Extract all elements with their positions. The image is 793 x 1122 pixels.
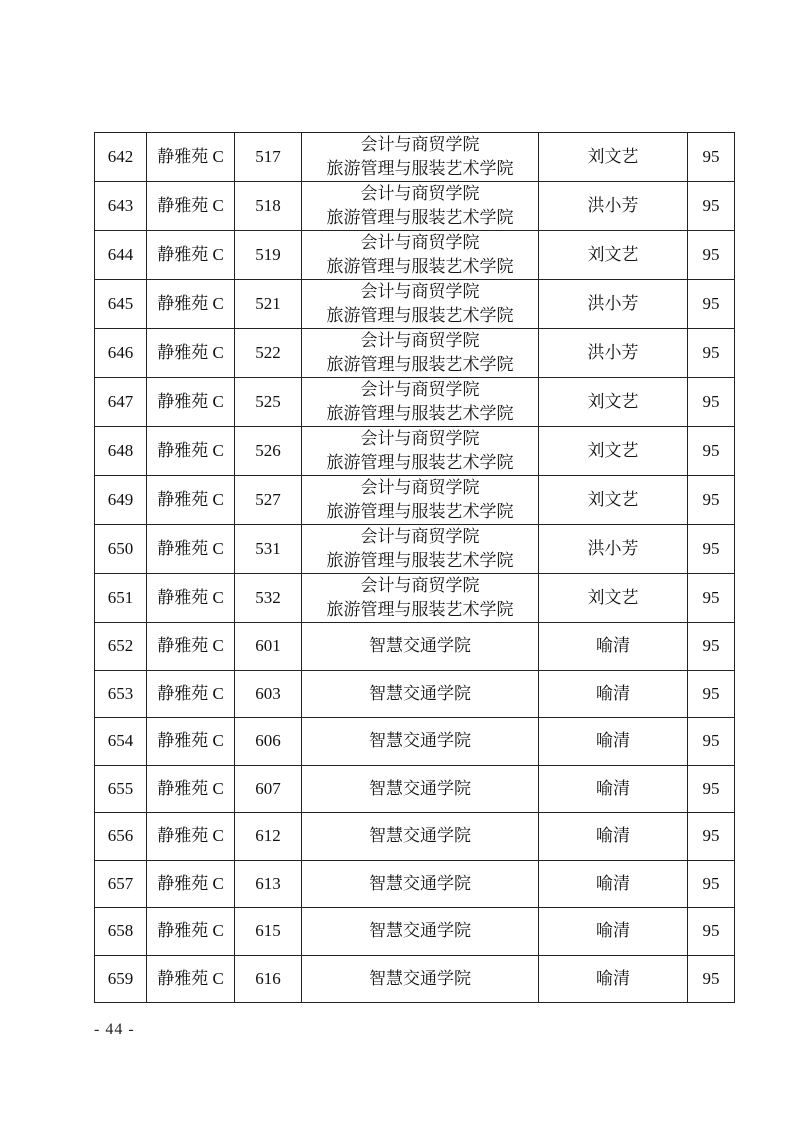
table-row (95, 182, 735, 231)
college-cell (302, 860, 539, 908)
college-cell (302, 182, 539, 231)
inspector-cell: 洪小芳 (539, 280, 688, 329)
building-cell: 静雅苑 C (147, 955, 235, 1003)
row-number-cell: 647 (95, 378, 147, 427)
room-number-cell: 531 (235, 525, 302, 574)
building-cell: 静雅苑 C (147, 574, 235, 623)
building-cell: 静雅苑 C (147, 718, 235, 766)
table-row (95, 574, 735, 623)
table-row (95, 860, 735, 908)
building-cell: 静雅苑 C (147, 427, 235, 476)
table-row (95, 813, 735, 861)
building-cell: 静雅苑 C (147, 133, 235, 182)
college-name: 会计与商贸学院 (360, 233, 480, 252)
score-cell: 95 (688, 133, 735, 182)
table-row (95, 525, 735, 574)
score-cell: 95 (688, 955, 735, 1003)
college-cell (302, 427, 539, 476)
college-cell (302, 476, 539, 525)
college-name: 智慧交通学院 (369, 778, 471, 798)
college-name: 智慧交通学院 (369, 636, 471, 656)
table-row (95, 133, 735, 182)
row-number-cell: 652 (95, 623, 147, 671)
college-cell (302, 718, 539, 766)
row-number-cell: 655 (95, 765, 147, 813)
college-cell (302, 955, 539, 1003)
college-name: 会计与商贸学院 (360, 184, 480, 203)
inspector-cell: 喻清 (539, 623, 688, 671)
inspector-cell: 喻清 (539, 765, 688, 813)
room-number-cell: 603 (235, 670, 302, 718)
college-name: 旅游管理与服装艺术学院 (326, 257, 514, 276)
room-number-cell: 606 (235, 718, 302, 766)
row-number-cell: 649 (95, 476, 147, 525)
college-name: 旅游管理与服装艺术学院 (326, 453, 514, 472)
building-cell: 静雅苑 C (147, 280, 235, 329)
score-cell: 95 (688, 670, 735, 718)
score-cell: 95 (688, 525, 735, 574)
table-row (95, 765, 735, 813)
inspector-cell: 喻清 (539, 908, 688, 956)
row-number-cell: 659 (95, 955, 147, 1003)
building-cell: 静雅苑 C (147, 231, 235, 280)
room-number-cell: 601 (235, 623, 302, 671)
college-name: 会计与商贸学院 (360, 478, 480, 497)
row-number-cell: 654 (95, 718, 147, 766)
score-cell: 95 (688, 378, 735, 427)
college-name: 智慧交通学院 (369, 826, 471, 846)
college-cell (302, 280, 539, 329)
building-cell: 静雅苑 C (147, 329, 235, 378)
room-number-cell: 525 (235, 378, 302, 427)
college-name: 会计与商贸学院 (360, 331, 480, 350)
table-row (95, 280, 735, 329)
room-number-cell: 616 (235, 955, 302, 1003)
college-name: 旅游管理与服装艺术学院 (326, 159, 514, 178)
college-name: 旅游管理与服装艺术学院 (326, 551, 514, 570)
college-name: 会计与商贸学院 (360, 576, 480, 595)
score-cell: 95 (688, 813, 735, 861)
row-number-cell: 657 (95, 860, 147, 908)
room-number-cell: 527 (235, 476, 302, 525)
room-number-cell: 521 (235, 280, 302, 329)
room-number-cell: 607 (235, 765, 302, 813)
room-number-cell: 526 (235, 427, 302, 476)
inspector-cell: 刘文艺 (539, 133, 688, 182)
row-number-cell: 651 (95, 574, 147, 623)
score-cell: 95 (688, 908, 735, 956)
table-row (95, 955, 735, 1003)
table-row (95, 427, 735, 476)
college-cell (302, 231, 539, 280)
table-row (95, 329, 735, 378)
room-number-cell: 532 (235, 574, 302, 623)
building-cell: 静雅苑 C (147, 908, 235, 956)
page-number: - 44 - (94, 1021, 135, 1038)
score-cell: 95 (688, 765, 735, 813)
college-name: 智慧交通学院 (369, 873, 471, 893)
college-cell (302, 329, 539, 378)
building-cell: 静雅苑 C (147, 860, 235, 908)
room-number-cell: 522 (235, 329, 302, 378)
table-row (95, 623, 735, 671)
college-name: 旅游管理与服装艺术学院 (326, 502, 514, 521)
college-name: 会计与商贸学院 (360, 429, 480, 448)
college-name: 会计与商贸学院 (360, 380, 480, 399)
row-number-cell: 650 (95, 525, 147, 574)
score-cell: 95 (688, 427, 735, 476)
score-cell: 95 (688, 280, 735, 329)
inspector-cell: 喻清 (539, 718, 688, 766)
college-name: 智慧交通学院 (369, 968, 471, 988)
score-cell: 95 (688, 182, 735, 231)
building-cell: 静雅苑 C (147, 476, 235, 525)
college-name: 会计与商贸学院 (360, 282, 480, 301)
table-row (95, 231, 735, 280)
college-name: 智慧交通学院 (369, 921, 471, 941)
college-name: 旅游管理与服装艺术学院 (326, 600, 514, 619)
score-cell: 95 (688, 860, 735, 908)
college-name: 旅游管理与服装艺术学院 (326, 208, 514, 227)
score-cell: 95 (688, 329, 735, 378)
row-number-cell: 644 (95, 231, 147, 280)
room-number-cell: 517 (235, 133, 302, 182)
score-cell: 95 (688, 718, 735, 766)
room-number-cell: 519 (235, 231, 302, 280)
college-name: 会计与商贸学院 (360, 135, 480, 154)
college-cell (302, 525, 539, 574)
inspector-cell: 洪小芳 (539, 525, 688, 574)
room-number-cell: 612 (235, 813, 302, 861)
inspector-cell: 刘文艺 (539, 231, 688, 280)
college-cell (302, 574, 539, 623)
inspector-cell: 喻清 (539, 955, 688, 1003)
building-cell: 静雅苑 C (147, 670, 235, 718)
college-name: 智慧交通学院 (369, 683, 471, 703)
row-number-cell: 658 (95, 908, 147, 956)
college-cell (302, 670, 539, 718)
building-cell: 静雅苑 C (147, 525, 235, 574)
college-cell (302, 813, 539, 861)
room-number-cell: 613 (235, 860, 302, 908)
row-number-cell: 653 (95, 670, 147, 718)
row-number-cell: 646 (95, 329, 147, 378)
inspector-cell: 刘文艺 (539, 378, 688, 427)
room-number-cell: 615 (235, 908, 302, 956)
college-cell (302, 765, 539, 813)
room-number-cell: 518 (235, 182, 302, 231)
building-cell: 静雅苑 C (147, 765, 235, 813)
dormitory-inspection-table (94, 132, 735, 1003)
building-cell: 静雅苑 C (147, 182, 235, 231)
score-cell: 95 (688, 623, 735, 671)
college-name: 智慧交通学院 (369, 731, 471, 751)
inspector-cell: 喻清 (539, 860, 688, 908)
college-cell (302, 133, 539, 182)
table-body (95, 133, 735, 1003)
row-number-cell: 645 (95, 280, 147, 329)
table-row (95, 378, 735, 427)
table-row (95, 908, 735, 956)
inspector-cell: 喻清 (539, 813, 688, 861)
building-cell: 静雅苑 C (147, 623, 235, 671)
inspector-cell: 刘文艺 (539, 427, 688, 476)
college-name: 会计与商贸学院 (360, 527, 480, 546)
score-cell: 95 (688, 574, 735, 623)
inspector-cell: 刘文艺 (539, 574, 688, 623)
row-number-cell: 642 (95, 133, 147, 182)
inspector-cell: 洪小芳 (539, 329, 688, 378)
building-cell: 静雅苑 C (147, 813, 235, 861)
college-cell (302, 623, 539, 671)
row-number-cell: 648 (95, 427, 147, 476)
college-name: 旅游管理与服装艺术学院 (326, 306, 514, 325)
inspector-cell: 喻清 (539, 670, 688, 718)
college-name: 旅游管理与服装艺术学院 (326, 404, 514, 423)
building-cell: 静雅苑 C (147, 378, 235, 427)
college-cell (302, 908, 539, 956)
row-number-cell: 643 (95, 182, 147, 231)
row-number-cell: 656 (95, 813, 147, 861)
table-row (95, 718, 735, 766)
inspector-cell: 洪小芳 (539, 182, 688, 231)
score-cell: 95 (688, 476, 735, 525)
table-row (95, 476, 735, 525)
inspector-cell: 刘文艺 (539, 476, 688, 525)
score-cell: 95 (688, 231, 735, 280)
table-row (95, 670, 735, 718)
college-name: 旅游管理与服装艺术学院 (326, 355, 514, 374)
college-cell (302, 378, 539, 427)
